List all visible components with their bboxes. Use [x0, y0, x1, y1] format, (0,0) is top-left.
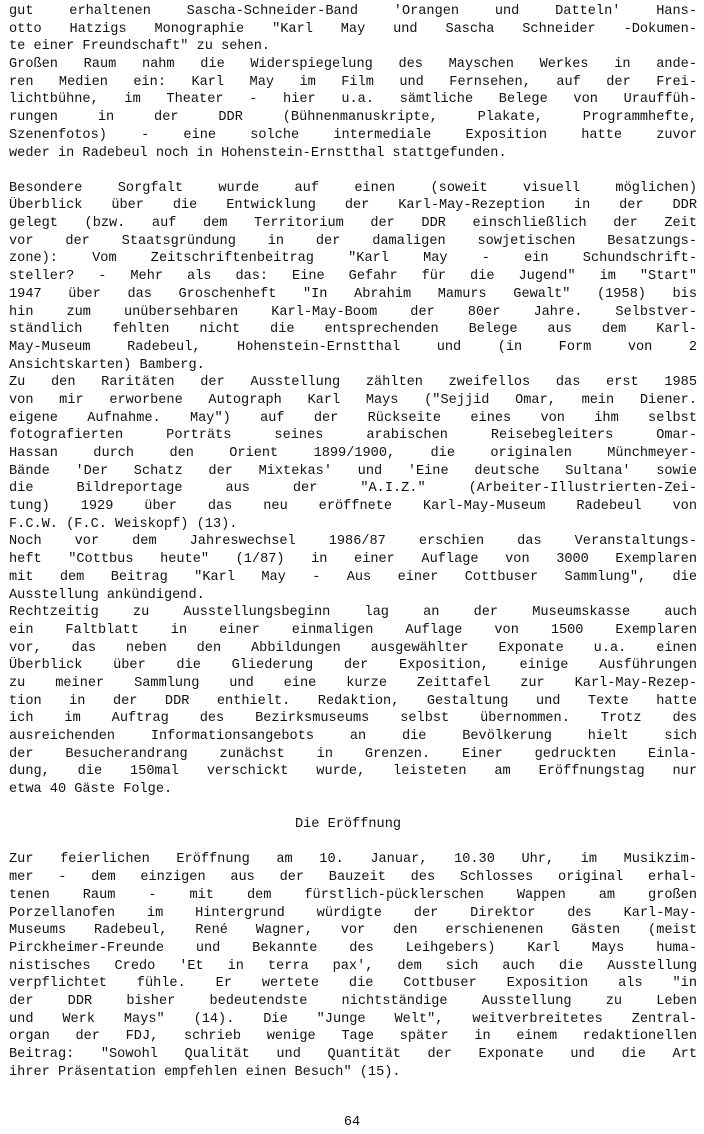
page-number: 64 [343, 1115, 361, 1130]
text-line: tung) 1929 über das neu eröffnete Karl-May-Museum Radebeul von [9, 499, 697, 515]
paragraph-gap [9, 799, 697, 817]
text-line: etwa 40 Gäste Folge. [9, 782, 173, 798]
text-line: vor der Staatsgründung in der damaligen sowjetischen Besatzungs- [9, 233, 697, 249]
paragraph-raritaeten [9, 374, 697, 533]
text-line: fotografierten Porträts seines arabischen Reisebegleiters Omar- [9, 428, 697, 444]
text-line: gut erhaltenen Sascha-Schneider-Band 'Orangen und Datteln' Hans- [9, 4, 697, 19]
text-line: Zu den Raritäten der Ausstellung zählten zweifellos das erst 1985 [9, 375, 697, 391]
text-line: May-Museum Radebeul, Hohenstein-Ernstthal und (in Form von 2 [9, 339, 697, 355]
text-line: gelegt (bzw. auf dem Territorium der DDR einschließlich der Zeit [9, 216, 697, 232]
text-line: vor, das neben den Abbildungen ausgewählter Exponate u.a. einen [9, 640, 697, 656]
paragraph-medien [9, 56, 697, 162]
text-line: eigene Aufnahme. May") auf der Rückseite eines von ihm selbst [9, 410, 697, 426]
text-line: der Besucherandrang zunächst in Grenzen. Einer gedruckten Einla- [9, 746, 697, 762]
text-line: der DDR bisher bedeutendste nichtständige Ausstellung zu Leben [9, 993, 697, 1009]
text-line: Überblick über die Entwicklung der Karl-May-Rezeption in der DDR [9, 198, 697, 214]
text-line: Museums Radebeul, René Wagner, vor den erschienenen Gästen (meist [9, 923, 697, 939]
text-line: hin zum unübersehbaren Karl-May-Boom der 80er Jahre. Selbstver- [9, 304, 697, 320]
text-line: Bände 'Der Schatz der Mixtekas' und 'Eine deutsche Sultana' sowie [9, 463, 697, 479]
text-line: ausreichenden Informationsangebots an die Bevölkerung hielt sich [9, 729, 697, 744]
text-line: und Werk Mays" (14). Die "Junge Welt", weitverbreitetes Zentral- [9, 1011, 697, 1027]
text-line: Pirckheimer-Freunde und Bekannte des Leihgebers) Karl Mays huma- [9, 940, 697, 956]
text-line: zone): Vom Zeitschriftenbeitrag "Karl May - ein Schundschrift- [9, 251, 697, 267]
text-line: die Bildreportage aus der "A.I.Z." (Arbeiter-Illustrierten-Zei- [9, 481, 697, 497]
text-line: ich im Auftrag des Bezirksmuseums selbst übernommen. Trotz des [9, 711, 697, 727]
paragraph-veranstaltungsheft [9, 533, 697, 604]
text-line: Ansichtskarten) Bamberg. [9, 357, 205, 373]
text-line: mer - dem einzigen aus der Bauzeit des Schlosses original erhal- [9, 870, 697, 886]
text-line: F.C.W. (F.C. Weiskopf) (13). [9, 516, 238, 532]
text-line: Großen Raum nahm die Widerspiegelung des Mayschen Werkes in ande- [9, 57, 697, 73]
text-line: ständlich fehlten nicht die entsprechenden Belege aus dem Karl- [9, 322, 697, 338]
text-line: Beitrag: "Sowohl Qualität und Quantität der Exponate und die Art [9, 1047, 697, 1062]
paragraph-gap [9, 834, 697, 852]
text-line: Porzellanofen im Hintergrund würdigte der Direktor des Karl-May- [9, 905, 697, 921]
text-line: tenen Raum - mit dem fürstlich-pücklerschen Wappen am großen [9, 887, 697, 903]
text-line: te einer Freundschaft" zu sehen. [9, 39, 271, 55]
document-page [9, 3, 697, 1081]
paragraph-gap [9, 162, 697, 180]
text-line: dung, die 150mal verschickt wurde, leisteten am Eröffnungstag nur [9, 764, 697, 780]
text-line: Besondere Sorgfalt wurde auf einen (soweit visuell möglichen) [9, 180, 697, 196]
text-line: von mir erworbene Autograph Karl Mays ("Sejjid Omar, mein Diener. [9, 392, 697, 408]
text-line: weder in Radebeul noch in Hohenstein-Ernstthal stattgefunden. [9, 145, 507, 161]
paragraph-sascha-schneider-band [9, 3, 697, 56]
text-line: ihrer Präsentation empfehlen einen Besuch" (15). [9, 1064, 401, 1080]
text-line: organ der FDJ, schrieb wenige Tage später in einem redaktionellen [9, 1029, 697, 1045]
text-line: ein Faltblatt in einer einmaligen Auflage von 1500 Exemplaren [9, 622, 697, 638]
text-line: Überblick über die Gliederung der Exposition, einige Ausführungen [9, 658, 697, 674]
text-line: ren Medien ein: Karl May im Film und Fernsehen, auf der Frei- [9, 74, 697, 90]
text-line: Noch vor dem Jahreswechsel 1986/87 erschien das Veranstaltungs- [9, 534, 697, 550]
text-line: Hassan durch den Orient 1899/1900, die originalen Münchmeyer- [9, 446, 697, 461]
paragraph-faltblatt [9, 604, 697, 799]
text-line: nistisches Credo 'Et in terra pax', dem sich auch die Ausstellung [9, 958, 697, 974]
text-line: zu meiner Sammlung und eine kurze Zeittafel zur Karl-May-Rezep- [9, 675, 697, 691]
text-line: verpflichtet fühle. Er wertete die Cottbuser Exposition als "in [9, 976, 697, 992]
text-line: Szenenfotos) - eine solche intermediale Exposition hatte zuvor [9, 127, 697, 143]
paragraph-eroeffnung [9, 851, 697, 1081]
text-line: heft "Cottbus heute" (1/87) in einer Auflage von 3000 Exemplaren [9, 552, 697, 568]
text-line: otto Hatzigs Monographie "Karl May und Sascha Schneider -Dokumen- [9, 21, 697, 37]
text-line: Zur feierlichen Eröffnung am 10. Januar, 10.30 Uhr, im Musikzim- [9, 852, 697, 868]
text-line: rungen in der DDR (Bühnenmanuskripte, Plakate, Programmhefte, [9, 110, 697, 126]
text-line: steller? - Mehr als das: Eine Gefahr für die Jugend" im "Start" [9, 269, 697, 285]
text-line: tion in der DDR enthielt. Redaktion, Gestaltung und Texte hatte [9, 693, 697, 709]
section-heading: Die Eröffnung [294, 817, 402, 833]
text-line: mit dem Beitrag "Karl May - Aus einer Cottbuser Sammlung", die [9, 569, 697, 585]
text-line: Ausstellung ankündigend. [9, 587, 205, 603]
text-line: Rechtzeitig zu Ausstellungsbeginn lag an der Museumskasse auch [9, 605, 697, 621]
text-line: lichtbühne, im Theater - hier u.a. sämtliche Belege von Urauffüh- [9, 92, 697, 108]
paragraph-rezeption-ddr [9, 180, 697, 375]
text-line: 1947 über das Groschenheft "In Abrahim Mamurs Gewalt" (1958) bis [9, 286, 697, 302]
